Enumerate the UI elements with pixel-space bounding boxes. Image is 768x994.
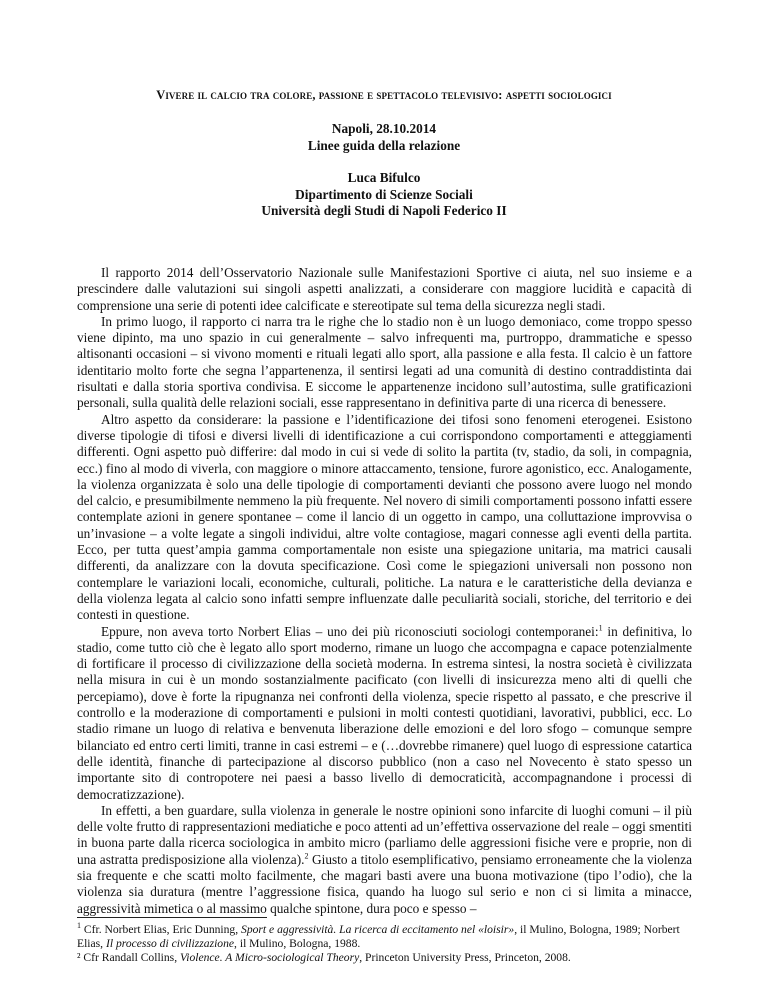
- paragraph-4: [77, 624, 692, 803]
- body-text: [77, 265, 692, 917]
- paragraph-5-start: In effetti, a ben guardare, sulla violenza in generale le nostre opinioni sono infarcite di luoghi comuni – il più delle volte frutto di rappresentazioni mediatiche e poco attenti ad un’effettiva osservazione del reale – oggi smentiti in buona parte dalla ricerca sociologica in ambito micro (parliamo delle aggressioni fisiche vere e proprie, non di una astratta predisposizione alla violenza).: [77, 802, 692, 867]
- paragraph-5: [77, 803, 692, 917]
- footnote-ref-1[interactable]: 1: [598, 623, 603, 633]
- title-smallcaps: ivere il calcio tra colore, passione e spettacolo televisivo: aspetti sociologici: [165, 88, 612, 102]
- author-university: Università degli Studi di Napoli Federico II: [261, 203, 507, 218]
- footnote-1: [77, 923, 692, 951]
- footnote-1-text-c: , il Mulino, Bologna, 1988.: [234, 937, 361, 950]
- footnote-2-text-a: Cfr Randall Collins,: [80, 951, 180, 964]
- paragraph-1: Il rapporto 2014 dell’Osservatorio Nazionale sulle Manifestazioni Sportive ci aiuta, nel suo insieme e a prescindere dalle valutazioni sui singoli aspetti analizzati, a considerare con maggiore lucidità e capacità di comprensione una serie di potenti idee calcificate e stereotipate sul tema della sicurezza negli stadi.: [77, 265, 692, 313]
- paragraph-5-rest: Giusto a titolo esemplificativo, pensiamo erroneamente che la violenza sia frequente e che scatti molto facilmente, che magari basti avere una buona motivazione (tipo l’odio), che la violenza sia duratura (mentre l’aggressione fisica, quando ha luogo sul serio e non ci si limita a minacce, aggressività mimetica o al massimo qualche spintone, dura poco e spesso –: [77, 851, 693, 916]
- footnote-2: [77, 951, 692, 965]
- place-date: Napoli, 28.10.2014: [331, 121, 437, 136]
- paragraph-4-start: Eppure, non aveva torto Norbert Elias – uno dei più riconosciuti sociologi contemporanei:: [101, 623, 599, 639]
- footnote-1-title-b: Il processo di civilizzazione: [105, 937, 235, 950]
- author-name: Luca Bifulco: [347, 170, 421, 185]
- paragraph-2: In primo luogo, il rapporto ci narra tra le righe che lo stadio non è un luogo demoniaco, come troppo spesso viene dipinto, ma uno spazio in cui generalmente – salvo infrequenti ma, purtroppo, drammatiche e spesso altisonanti occasioni – si vivono momenti e rituali legati allo sport, alla passione e alla festa. Il calcio è un fattore identitario molto forte che segna l’appartenenza, il sentirsi legati ad una comunità di destino contraddistinta dai risultati e dalla storia sportiva condivisa. E siccome le appartenenze incidono sull’autostima, sulle gratificazioni personali, sulla qualità delle relazioni sociali, esse rappresentano in definitiva parte di una ricerca di benessere.: [77, 313, 692, 411]
- document-subtitle: Linee guida della relazione: [307, 138, 461, 153]
- document-title: [0, 87, 768, 103]
- footnote-1-mark: 1: [77, 921, 81, 931]
- paragraph-4-rest: in definitiva, lo stadio, come tutto ciò che è legato allo sport moderno, rimane un luogo che accompagna e capace potenzialmente di fortificare il processo di civilizzazione della società moderna. In estrema sintesi, la nostra società è civilizzata nella misura in cui è un mondo sostanzialmente pacificato (con livelli di insicurezza meno alti di quelli che percepiamo), dove è forte la ripugnanza nei confronti della violenza, specie rispetto al passato, e che prescrive il controllo e la moderazione di comportamenti e pulsioni in molti contesti quotidiani, lavorativi, pubblici, ecc. Lo stadio rimane un luogo di relativa e benvenuta liberazione delle emozioni e del loro sfogo – comunque sempre bilanciato ed entro certi limiti, tranne in casi estremi – e (…dovrebbe rimanere) quel luogo di espressione catartica delle identità, finanche di partecipazione al discorso pubblico (non a caso nel Novecento è stato spesso un importante sito di contropotere nei paesi a basso livello di democraticità, accompagnandone i processi di democratizzazione).: [77, 623, 692, 802]
- author-department: Dipartimento di Scienze Sociali: [295, 187, 473, 202]
- footnote-2-title: Violence. A Micro-sociological Theory: [180, 951, 360, 964]
- footnote-1-text-a: Cfr. Norbert Elias, Eric Dunning,: [81, 923, 242, 936]
- footnote-2-text-b: , Princeton University Press, Princeton, 2008.: [359, 951, 571, 964]
- footnote-1-text-b: , il Mulino, Bologna, 1989; Norbert Elias,: [77, 923, 680, 950]
- footnote-ref-2[interactable]: 2: [304, 851, 309, 861]
- footnote-1-title-a: Sport e aggressività. La ricerca di eccitamento nel «loisir»: [241, 923, 515, 936]
- paragraph-3: Altro aspetto da considerare: la passione e l’identificazione dei tifosi sono fenomeni eterogenei. Esistono diverse tipologie di tifosi e diversi livelli di identificazione a cui corrispondono comportamenti e atteggiamenti differenti. Ogni aspetto può differire: dal modo in cui si vede di solito la partita (tv, stadio, da soli, in compagnia, ecc.) fino al modo di viverla, con maggiore o minore attaccamento, tensione, furore agonistico, ecc. Analogamente, la violenza organizzata è solo una delle tipologie di comportamenti devianti che possono avere luogo nel mondo del calcio, e presumibilmente nemmeno la più frequente. Nel novero di simili comportamenti possono infatti essere contemplate azioni in genere spontanee – come il lancio di un oggetto in campo, una colluttazione improvvisa o un’invasione – a volte legate a singoli individui, altre volte contagiose, magari connesse agli eventi della partita. Ecco, per tutta quest’ampia gamma comportamentale non esiste una spiegazione unitaria, ma matrici causali differenti, da analizzare con la dovuta specificazione. Così come le spiegazioni universali non possono non contemplare le variazioni locali, economiche, culturali, politiche. La natura e le caratteristiche della devianza e della violenza legata al calcio sono infatti sempre influenzate dalle peculiarità sociali, storiche, del territorio e dei contesti in questione.: [77, 411, 692, 623]
- footnote-2-mark: ²: [77, 951, 81, 964]
- title-initial: V: [156, 88, 166, 102]
- footnotes: [77, 923, 692, 965]
- footnote-separator: [77, 917, 267, 918]
